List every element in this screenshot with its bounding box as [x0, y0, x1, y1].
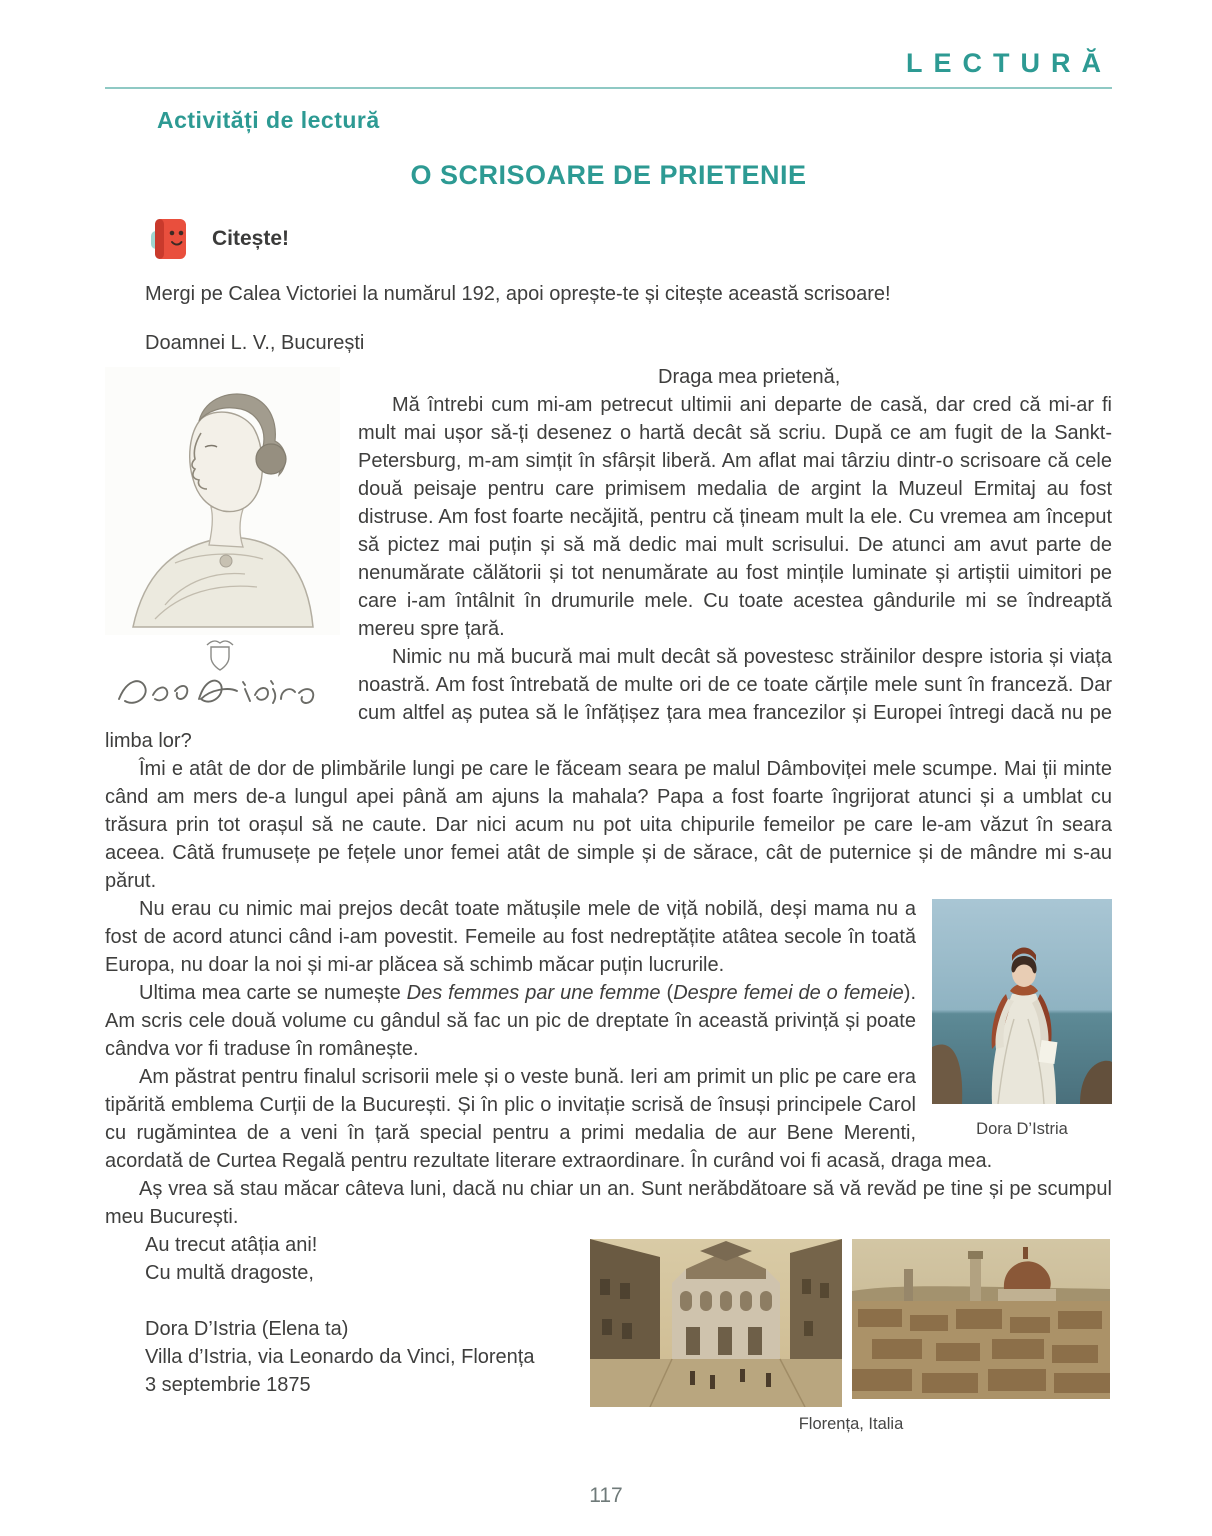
letter-body	[105, 363, 1112, 1438]
signature-name: Dora D’Istria (Elena ta)	[145, 1318, 349, 1340]
letter-paragraph-7: Aș vrea să stau măcar câteva luni, dacă nu chiar un an. Sunt nerăbdătoare să vă revăd pe tine și pe scumpul meu București.	[105, 1178, 1112, 1228]
signature-date: 3 septembrie 1875	[145, 1374, 311, 1396]
read-instruction-row	[150, 217, 1112, 261]
closing-line-love: Cu multă dragoste,	[145, 1262, 314, 1284]
letter-paragraph-6: Am păstrat pentru finalul scrisorii mele și o veste bună. Ieri am primit un plic pe care era tipărită emblema Curții de la București. Și în plic o invitație scrisă de însuși principele Carol cu rugămintea de a veni în țară special pentru a primi medalia de aur Bene Merenti, acordată de Curtea Regală pentru rezultate literare extraordinare. În curând voi fi acasă, draga mea.	[105, 1066, 993, 1172]
letter-salutation: Draga mea prietenă,	[658, 366, 841, 388]
read-label: Citește!	[212, 227, 290, 250]
portrait-engraving-image	[105, 367, 340, 635]
page-title: O SCRISOARE DE PRIETENIE	[410, 160, 807, 190]
p5-post: ). Am scris cele două volume cu gândul să fac un pic de dreptate în această privință și poate cândva vor fi traduse în românește.	[105, 982, 916, 1060]
intro-text: Mergi pe Calea Victoriei la numărul 192, apoi oprește-te și citește această scrisoare!	[145, 283, 891, 305]
section-label: Activități de lectură	[157, 107, 380, 133]
florence-photo-right	[852, 1239, 1110, 1399]
florence-photo-left	[590, 1239, 842, 1407]
signature-address: Villa d’Istria, via Leonardo da Vinci, Florența	[145, 1346, 535, 1368]
letter-paragraph-1: Mă întrebi cum mi-am petrecut ultimii ani departe de casă, dar cred că mi-ar fi mult mai ușor să-ți desenez o hartă decât să scriu. După ce am fugit de la Sankt-Petersburg, m-am simțit în sfârșit liberă. Am aflat mai târziu dintr-o scrisoare că cele două peisaje pentru care primisem medalia de argint la Muzeul Ermitaj au fost distruse. Am fost foarte necăjită, pentru că țineam mult la ele. Cu vremea am început să pictez mai puțin și să mă dedic mai mult scrisului. De atunci am avut parte de nenumărate călătorii și tot nenumărate au fost mințile luminate și artiștii uimitori pe care i-am întâlnit în drumurile mele. Cu toate acestea gândurile mi se îndreaptă mereu spre țară.	[358, 394, 1112, 640]
letter-paragraph-2: Nimic nu mă bucură mai mult decât să povestesc străinilor despre istoria și viața noastră. Am fost întrebată de multe ori de ce toate cărțile mele sunt în franceză. Dar cum altfel aș putea să le înfățișez țara mea francezilor și Europei întregi dacă nu pe limba lor?	[105, 646, 1112, 752]
dora-distria-signature	[105, 637, 340, 721]
p5-mid: (	[660, 982, 674, 1004]
portrait-caption: Dora D’Istria	[976, 1120, 1068, 1138]
portrait-painting-image	[932, 899, 1112, 1104]
florence-caption: Florența, Italia	[798, 1415, 904, 1433]
p5-pre: Ultima mea carte se numește	[139, 982, 407, 1004]
chapter-label: LECTURĂ	[906, 48, 1112, 78]
header-divider	[105, 87, 1112, 89]
portrait-engraving	[105, 367, 340, 721]
portrait-painting	[932, 899, 1112, 1139]
addressee-text: Doamnei L. V., București	[145, 332, 365, 354]
p5-book-title-romanian: Despre femei de o femeie	[673, 982, 904, 1004]
read-book-icon	[150, 217, 190, 261]
letter-paragraph-4: Nu erau cu nimic mai prejos decât toate mătușile mele de viță nobilă, deși mama nu a fost de acord atunci când i-am povestit. Femeile au fost nedreptățite atâtea secole în toată Europa, nu doar la noi și mi-ar plăcea să schimb măcar puțin lucrurile.	[105, 898, 916, 976]
closing-line-years: Au trecut atâția ani!	[145, 1234, 318, 1256]
page-number: 117	[589, 1484, 623, 1507]
letter-paragraph-3: Îmi e atât de dor de plimbările lungi pe care le făceam seara pe malul Dâmboviței mele scumpe. Mai ții minte când am mers de-a lungul apei până am ajuns la mahala? Papa a fost foarte îngrijorat atunci și a umblat cu trăsura prin tot orașul să ne caute. Dar nici acum nu pot uita chipurile femeilor pe care le-am văzut în seara aceea. Câtă frumusețe pe fețele unor femei atât de simple și de sărace, cât de puternice și de mândre mi s-au părut.	[105, 758, 1112, 892]
florence-photos	[590, 1239, 1112, 1434]
p5-book-title-french: Des femmes par une femme	[406, 982, 661, 1004]
